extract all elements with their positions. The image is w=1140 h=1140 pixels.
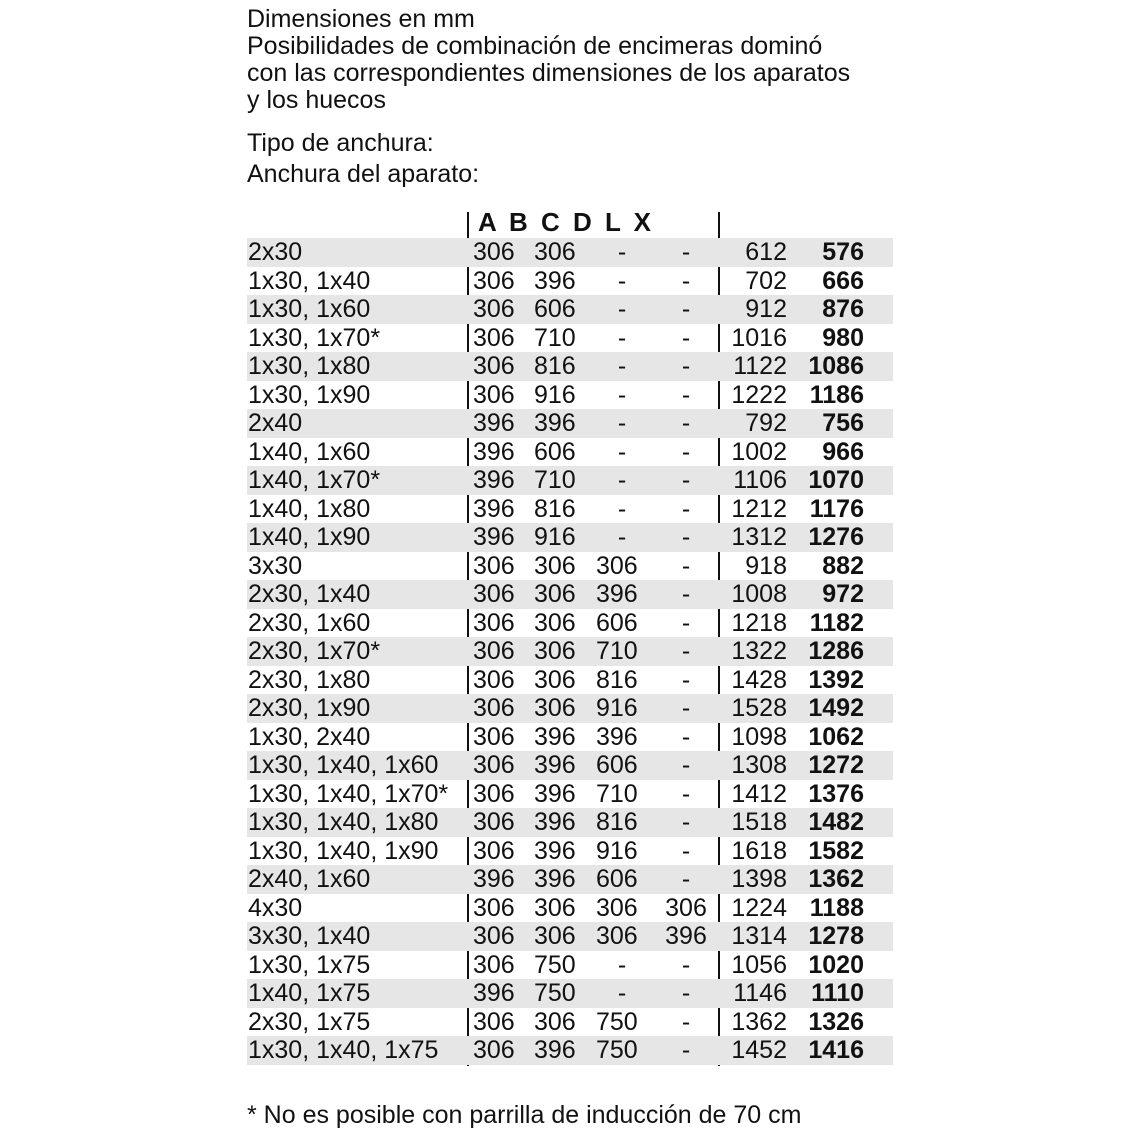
width-d-cell: 396 <box>665 922 707 950</box>
width-d-cell: - <box>681 865 691 893</box>
width-c-cell: 710 <box>596 637 638 665</box>
table-row <box>247 238 893 267</box>
table-row <box>247 324 893 353</box>
width-c-cell: - <box>617 466 627 494</box>
width-a-cell: 396 <box>473 437 515 466</box>
width-b-cell: 606 <box>534 437 576 466</box>
width-a-cell: 306 <box>473 580 515 608</box>
total-width-l-cell: 1098 <box>731 722 787 751</box>
width-combination-cell: 2x30, 1x60 <box>248 608 371 637</box>
table-row <box>247 466 893 495</box>
width-combination-cell: 1x40, 1x75 <box>248 979 371 1007</box>
width-d-cell: - <box>681 295 691 323</box>
width-b-cell: 396 <box>534 808 576 836</box>
table-row <box>247 409 893 438</box>
appliance-width-label: Anchura del aparato: <box>247 160 480 188</box>
table-row <box>247 951 893 980</box>
width-a-cell: 306 <box>473 751 515 779</box>
cutout-width-x-cell: 1482 <box>808 808 864 836</box>
table-row <box>247 295 893 324</box>
width-a-cell: 396 <box>473 979 515 1007</box>
total-width-l-cell: 1518 <box>731 808 787 836</box>
total-width-l-cell: 612 <box>745 238 787 266</box>
cutout-width-x-cell: 1182 <box>809 608 864 637</box>
width-d-cell: - <box>681 494 691 523</box>
width-b-cell: 916 <box>534 523 576 551</box>
width-combination-cell: 1x30, 1x40, 1x90 <box>248 836 439 865</box>
width-d-cell: - <box>681 751 691 779</box>
width-combination-cell: 2x40 <box>248 409 303 437</box>
cutout-width-x-cell: 1276 <box>808 523 864 551</box>
width-c-cell: 606 <box>596 608 638 637</box>
width-c-cell: - <box>617 295 627 323</box>
table-row <box>247 751 893 780</box>
width-a-cell: 396 <box>473 409 515 437</box>
width-d-cell: - <box>681 323 691 352</box>
width-combination-cell: 2x30, 1x80 <box>248 665 371 694</box>
total-width-l-cell: 792 <box>745 409 787 437</box>
width-d-cell: - <box>681 665 691 694</box>
width-c-cell: 816 <box>596 808 638 836</box>
width-c-cell: - <box>617 352 627 380</box>
width-b-cell: 306 <box>534 922 576 950</box>
width-c-cell: 306 <box>596 893 638 922</box>
width-a-cell: 306 <box>473 836 515 865</box>
width-c-cell: 606 <box>596 751 638 779</box>
cutout-width-x-cell: 1176 <box>809 494 864 523</box>
cutout-width-x-cell: 876 <box>822 295 864 323</box>
table-row <box>247 495 893 524</box>
total-width-l-cell: 1528 <box>731 694 787 722</box>
width-b-cell: 306 <box>534 608 576 637</box>
width-a-cell: 306 <box>473 266 515 295</box>
width-b-cell: 606 <box>534 295 576 323</box>
width-d-cell: - <box>681 722 691 751</box>
total-width-l-cell: 1398 <box>731 865 787 893</box>
width-combination-cell: 1x40, 1x60 <box>248 437 371 466</box>
total-width-l-cell: 1452 <box>731 1036 787 1064</box>
cutout-width-x-cell: 966 <box>822 437 864 466</box>
table-row <box>247 723 893 752</box>
width-d-cell: - <box>681 437 691 466</box>
cutout-width-x-cell: 980 <box>822 323 864 352</box>
width-b-cell: 750 <box>534 950 576 979</box>
width-a-cell: 396 <box>473 865 515 893</box>
total-width-l-cell: 1428 <box>731 665 787 694</box>
width-b-cell: 306 <box>534 580 576 608</box>
cutout-width-x-cell: 1286 <box>808 637 864 665</box>
intro-line: Dimensiones en mm <box>247 5 475 33</box>
width-combination-cell: 1x40, 1x80 <box>248 494 371 523</box>
total-width-l-cell: 1618 <box>731 836 787 865</box>
cutout-width-x-cell: 756 <box>822 409 864 437</box>
width-b-cell: 396 <box>534 751 576 779</box>
width-d-cell: 306 <box>665 893 707 922</box>
width-combination-cell: 1x30, 1x40 <box>248 266 371 295</box>
width-combination-cell: 3x30, 1x40 <box>248 922 371 950</box>
table-row <box>247 381 893 410</box>
width-combination-cell: 2x30, 1x70* <box>248 637 381 665</box>
width-combination-cell: 1x30, 1x80 <box>248 352 371 380</box>
width-c-cell: - <box>617 409 627 437</box>
total-width-l-cell: 1224 <box>731 893 787 922</box>
dimensions-table <box>247 238 893 1065</box>
table-row <box>247 352 893 381</box>
width-d-cell: - <box>681 238 691 266</box>
width-b-cell: 710 <box>534 323 576 352</box>
table-row <box>247 808 893 837</box>
width-combination-cell: 1x30, 1x40, 1x75 <box>248 1036 439 1064</box>
width-a-cell: 306 <box>473 808 515 836</box>
width-d-cell: - <box>681 523 691 551</box>
footnote: * No es posible con parrilla de inducción de 70 cm <box>247 1101 802 1129</box>
width-a-cell: 306 <box>473 1036 515 1064</box>
intro-line: con las correspondientes dimensiones de los aparatos <box>247 59 851 87</box>
width-a-cell: 306 <box>473 323 515 352</box>
width-b-cell: 396 <box>534 266 576 295</box>
width-c-cell: 606 <box>596 865 638 893</box>
width-c-cell: - <box>617 266 627 295</box>
width-d-cell: - <box>681 836 691 865</box>
width-c-cell: 916 <box>596 836 638 865</box>
width-c-cell: 306 <box>596 922 638 950</box>
cutout-width-x-cell: 1362 <box>808 865 864 893</box>
total-width-l-cell: 912 <box>745 295 787 323</box>
width-combination-cell: 1x30, 1x40, 1x70* <box>248 779 449 808</box>
width-c-cell: - <box>617 238 627 266</box>
total-width-l-cell: 1312 <box>731 523 787 551</box>
width-c-cell: 750 <box>596 1007 638 1036</box>
cutout-width-x-cell: 1278 <box>808 922 864 950</box>
width-d-cell: - <box>681 979 691 1007</box>
width-a-cell: 306 <box>473 238 515 266</box>
width-a-cell: 306 <box>473 722 515 751</box>
total-width-l-cell: 1412 <box>731 779 787 808</box>
width-c-cell: 396 <box>596 580 638 608</box>
width-a-cell: 306 <box>473 922 515 950</box>
width-d-cell: - <box>681 1036 691 1064</box>
total-width-l-cell: 918 <box>745 551 787 580</box>
width-b-cell: 750 <box>534 979 576 1007</box>
width-b-cell: 306 <box>534 893 576 922</box>
table-row <box>247 694 893 723</box>
cutout-width-x-cell: 666 <box>822 266 864 295</box>
width-type-label: Tipo de anchura: <box>247 129 434 157</box>
width-a-cell: 396 <box>473 523 515 551</box>
cutout-width-x-cell: 882 <box>822 551 864 580</box>
width-b-cell: 306 <box>534 637 576 665</box>
width-d-cell: - <box>681 1007 691 1036</box>
cutout-width-x-cell: 576 <box>822 238 864 266</box>
width-b-cell: 396 <box>534 779 576 808</box>
width-d-cell: - <box>681 409 691 437</box>
width-a-cell: 396 <box>473 494 515 523</box>
cutout-width-x-cell: 1582 <box>808 836 864 865</box>
width-combination-cell: 3x30 <box>248 551 303 580</box>
width-a-cell: 306 <box>473 893 515 922</box>
total-width-l-cell: 1106 <box>733 466 787 494</box>
width-b-cell: 710 <box>534 466 576 494</box>
total-width-l-cell: 1212 <box>731 494 787 523</box>
table-row <box>247 267 893 296</box>
width-combination-cell: 1x30, 1x40, 1x80 <box>248 808 439 836</box>
width-c-cell: - <box>617 437 627 466</box>
width-a-cell: 306 <box>473 694 515 722</box>
cutout-width-x-cell: 1392 <box>808 665 864 694</box>
width-a-cell: 306 <box>473 352 515 380</box>
width-combination-cell: 2x30, 1x75 <box>248 1007 371 1036</box>
width-combination-cell: 2x30, 1x90 <box>248 694 371 722</box>
width-b-cell: 306 <box>534 665 576 694</box>
width-b-cell: 816 <box>534 494 576 523</box>
width-a-cell: 306 <box>473 608 515 637</box>
cutout-width-x-cell: 972 <box>822 580 864 608</box>
cutout-width-x-cell: 1020 <box>808 950 864 979</box>
width-b-cell: 396 <box>534 722 576 751</box>
width-combination-cell: 1x40, 1x70* <box>248 466 381 494</box>
width-combination-cell: 1x40, 1x90 <box>248 523 371 551</box>
width-combination-cell: 4x30 <box>248 893 303 922</box>
width-a-cell: 306 <box>473 380 515 409</box>
width-combination-cell: 1x30, 1x75 <box>248 950 371 979</box>
total-width-l-cell: 1362 <box>731 1007 787 1036</box>
width-d-cell: - <box>681 608 691 637</box>
total-width-l-cell: 1322 <box>731 637 787 665</box>
table-row <box>247 979 893 1008</box>
width-combination-cell: 1x30, 1x70* <box>248 323 381 352</box>
total-width-l-cell: 1308 <box>731 751 787 779</box>
total-width-l-cell: 1056 <box>731 950 787 979</box>
cutout-width-x-cell: 1272 <box>808 751 864 779</box>
table-row <box>247 1008 893 1037</box>
width-b-cell: 396 <box>534 409 576 437</box>
table-row <box>247 637 893 666</box>
table-legend <box>247 128 479 190</box>
table-row <box>247 438 893 467</box>
width-combination-cell: 1x30, 2x40 <box>248 722 371 751</box>
width-d-cell: - <box>681 779 691 808</box>
width-d-cell: - <box>681 580 691 608</box>
width-d-cell: - <box>681 380 691 409</box>
width-b-cell: 816 <box>534 352 576 380</box>
table-row <box>247 666 893 695</box>
width-c-cell: - <box>617 494 627 523</box>
cutout-width-x-cell: 1062 <box>808 722 864 751</box>
table-row <box>247 552 893 581</box>
column-header: A B C D L X <box>478 207 655 237</box>
width-c-cell: 710 <box>596 779 638 808</box>
width-c-cell: - <box>617 979 627 1007</box>
cutout-width-x-cell: 1416 <box>808 1036 864 1064</box>
width-a-cell: 306 <box>473 295 515 323</box>
width-c-cell: 816 <box>596 665 638 694</box>
table-row <box>247 865 893 894</box>
total-width-l-cell: 1222 <box>731 380 787 409</box>
width-combination-cell: 1x30, 1x40, 1x60 <box>248 751 439 779</box>
total-width-l-cell: 1122 <box>733 352 787 380</box>
width-b-cell: 306 <box>534 1007 576 1036</box>
width-b-cell: 306 <box>534 551 576 580</box>
width-combination-cell: 2x30, 1x40 <box>248 580 371 608</box>
width-d-cell: - <box>681 551 691 580</box>
width-a-cell: 306 <box>473 1007 515 1036</box>
width-d-cell: - <box>681 352 691 380</box>
total-width-l-cell: 1002 <box>731 437 787 466</box>
table-row <box>247 837 893 866</box>
total-width-l-cell: 1218 <box>731 608 787 637</box>
width-a-cell: 396 <box>473 466 515 494</box>
width-d-cell: - <box>681 637 691 665</box>
intro-text <box>247 6 850 114</box>
cutout-width-x-cell: 1110 <box>811 979 864 1007</box>
width-a-cell: 306 <box>473 665 515 694</box>
width-c-cell: - <box>617 950 627 979</box>
width-combination-cell: 1x30, 1x90 <box>248 380 371 409</box>
intro-line: Posibilidades de combinación de encimeras dominó <box>247 32 823 60</box>
width-combination-cell: 2x40, 1x60 <box>248 865 371 893</box>
width-c-cell: - <box>617 323 627 352</box>
width-c-cell: 306 <box>596 551 638 580</box>
width-c-cell: - <box>617 523 627 551</box>
width-c-cell: 750 <box>596 1036 638 1064</box>
table-row <box>247 922 893 951</box>
width-c-cell: 396 <box>596 722 638 751</box>
width-d-cell: - <box>681 808 691 836</box>
width-combination-cell: 1x30, 1x60 <box>248 295 371 323</box>
total-width-l-cell: 1008 <box>731 580 787 608</box>
width-d-cell: - <box>681 266 691 295</box>
cutout-width-x-cell: 1186 <box>809 380 864 409</box>
table-row <box>247 780 893 809</box>
width-a-cell: 306 <box>473 637 515 665</box>
width-d-cell: - <box>681 950 691 979</box>
width-a-cell: 306 <box>473 950 515 979</box>
width-b-cell: 396 <box>534 865 576 893</box>
width-combination-cell: 2x30 <box>248 238 303 266</box>
total-width-l-cell: 1016 <box>731 323 787 352</box>
cutout-width-x-cell: 1188 <box>809 893 864 922</box>
cutout-width-x-cell: 1086 <box>808 352 864 380</box>
cutout-width-x-cell: 1376 <box>808 779 864 808</box>
width-b-cell: 916 <box>534 380 576 409</box>
total-width-l-cell: 1146 <box>733 979 787 1007</box>
width-b-cell: 306 <box>534 238 576 266</box>
cutout-width-x-cell: 1492 <box>808 694 864 722</box>
table-row <box>247 580 893 609</box>
table-row <box>247 523 893 552</box>
width-c-cell: 916 <box>596 694 638 722</box>
width-d-cell: - <box>681 466 691 494</box>
total-width-l-cell: 702 <box>745 266 787 295</box>
width-b-cell: 396 <box>534 836 576 865</box>
width-a-cell: 306 <box>473 779 515 808</box>
cutout-width-x-cell: 1070 <box>808 466 864 494</box>
width-d-cell: - <box>681 694 691 722</box>
width-a-cell: 306 <box>473 551 515 580</box>
table-row <box>247 1036 893 1065</box>
table-row <box>247 609 893 638</box>
cutout-width-x-cell: 1326 <box>808 1007 864 1036</box>
total-width-l-cell: 1314 <box>731 922 787 950</box>
intro-line: y los huecos <box>247 86 386 114</box>
width-c-cell: - <box>617 380 627 409</box>
width-b-cell: 306 <box>534 694 576 722</box>
table-row <box>247 894 893 923</box>
width-b-cell: 396 <box>534 1036 576 1064</box>
